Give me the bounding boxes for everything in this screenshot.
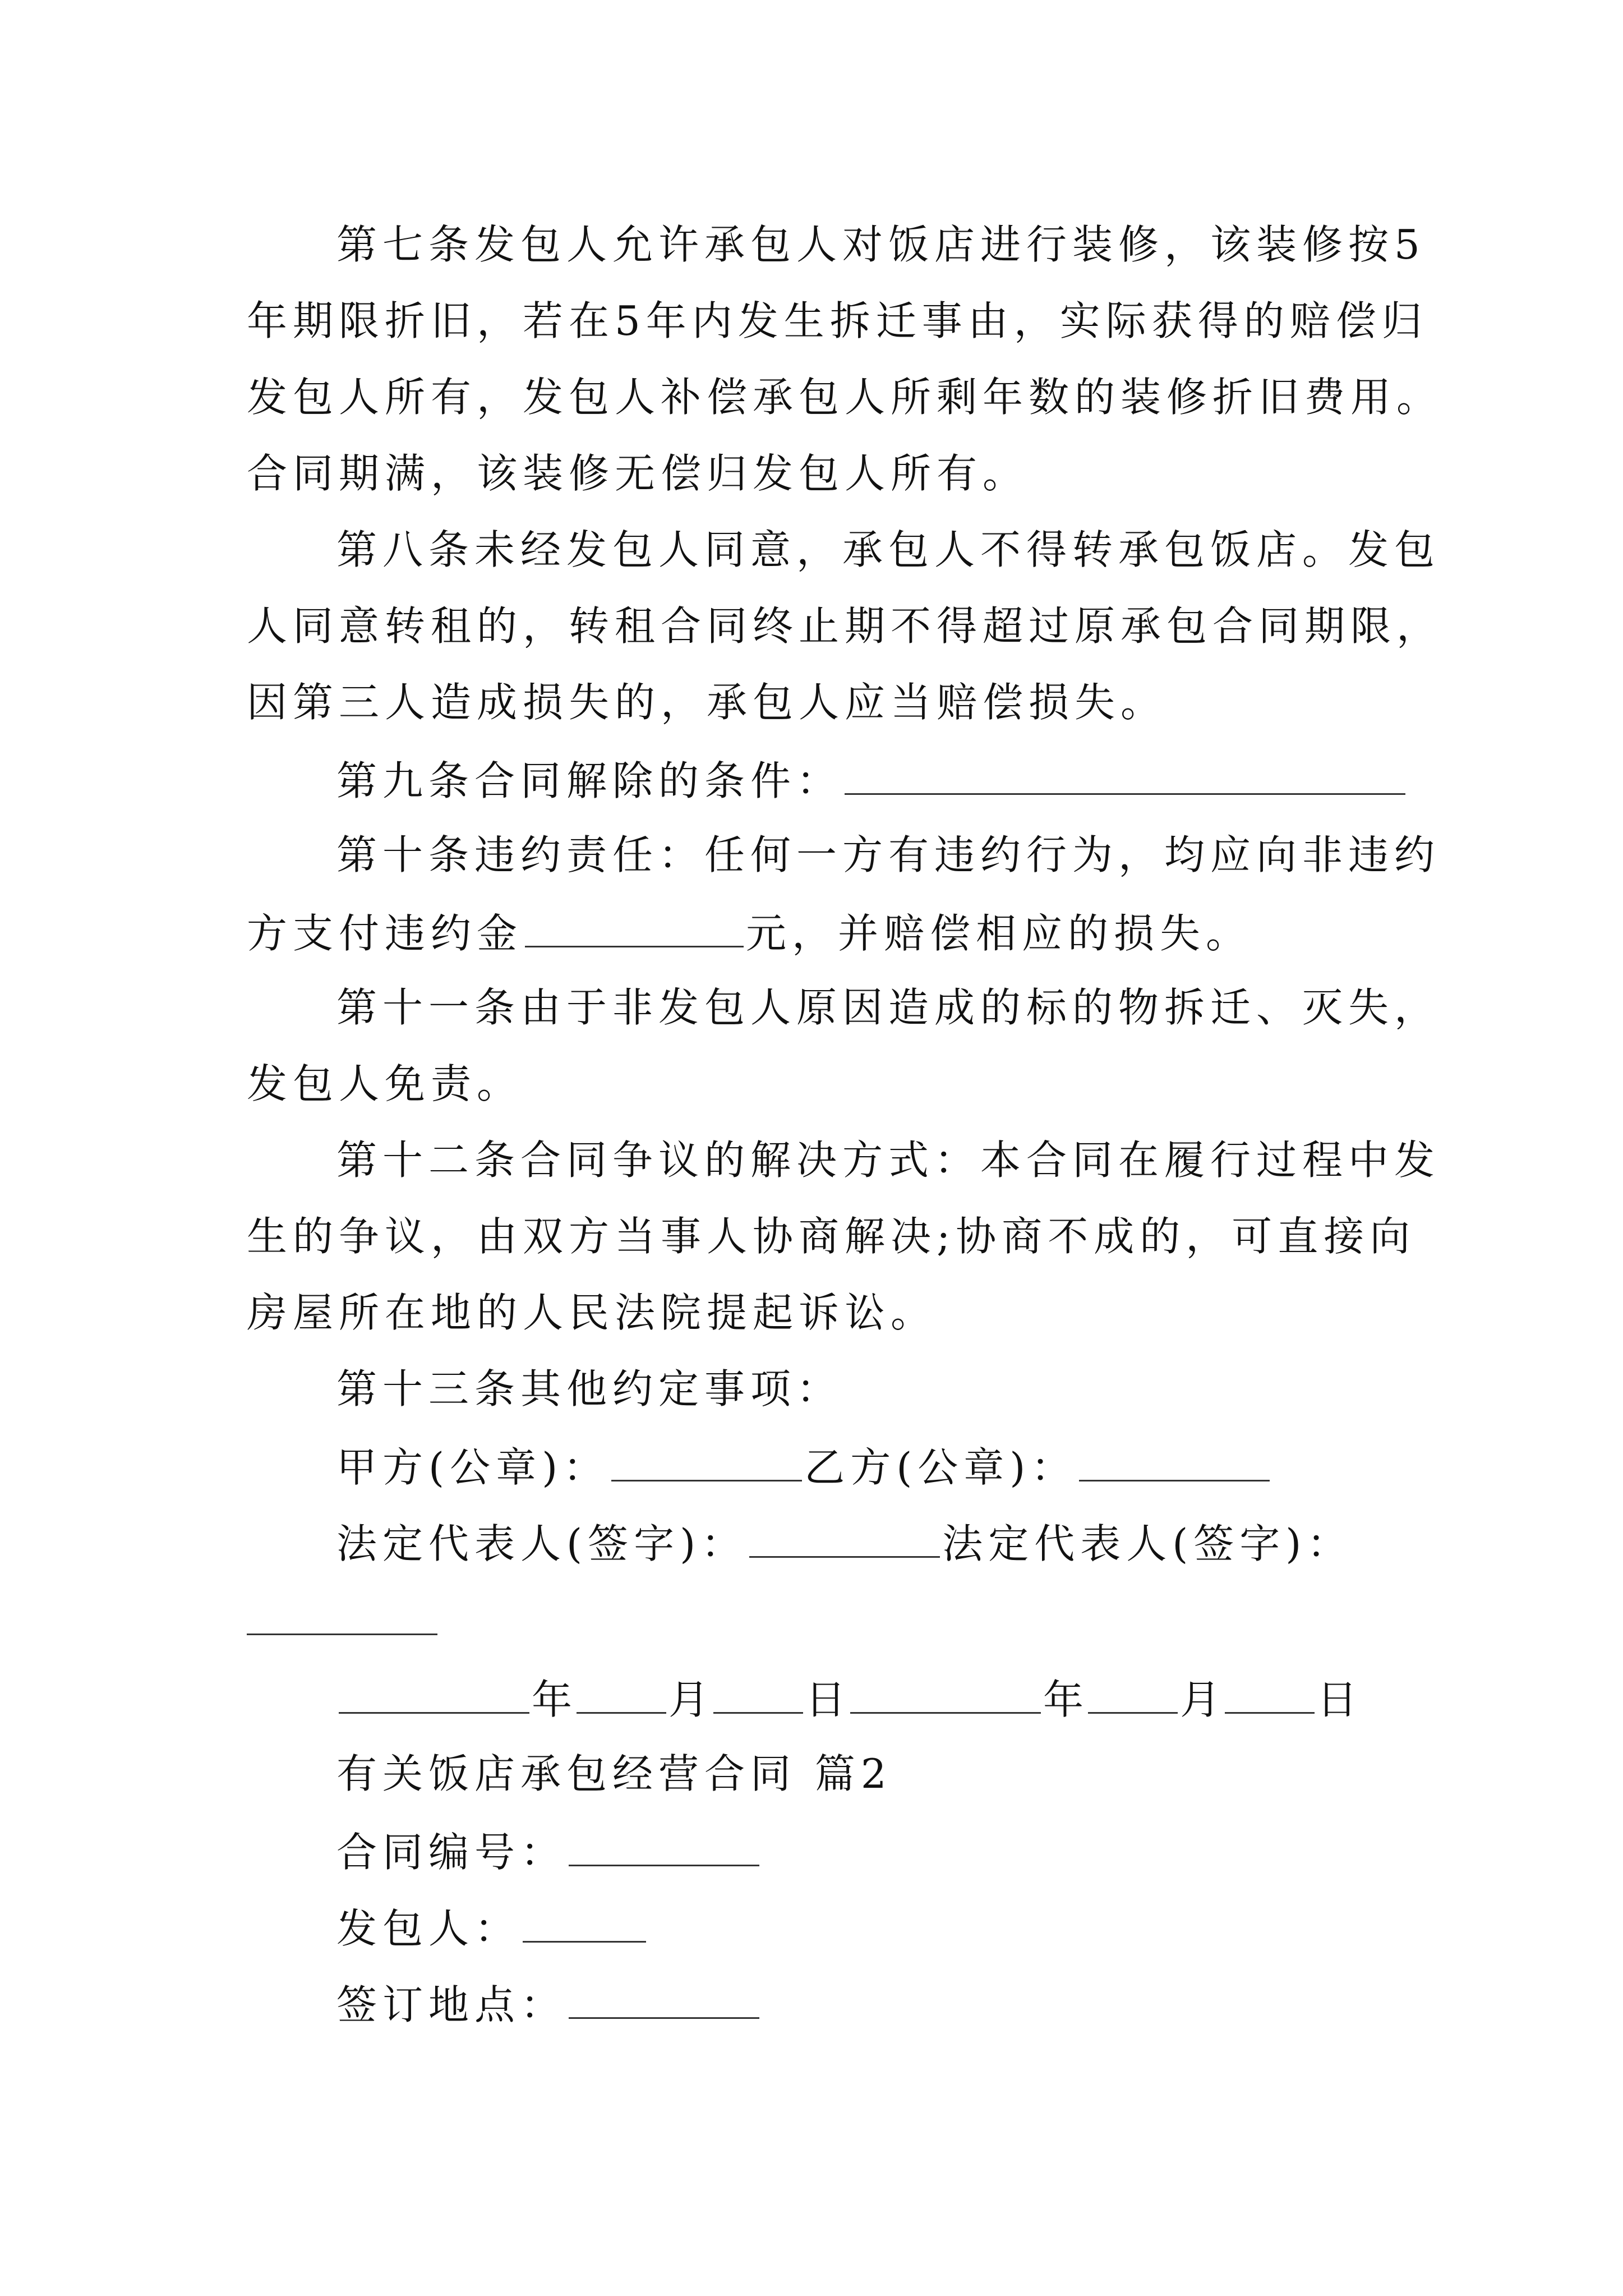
month-label-1: 月: [668, 1676, 712, 1723]
article-10-line-2: [247, 910, 1252, 957]
party-a-year-blank[interactable]: [339, 1677, 529, 1714]
party-b-month-blank[interactable]: [1088, 1677, 1178, 1714]
article-7-line-4: 合同期满，该装修无偿归发包人所有。: [247, 450, 1029, 497]
contract-number-blank[interactable]: [569, 1830, 759, 1866]
party-b-seal-blank[interactable]: [1079, 1445, 1270, 1481]
party-a-month-blank[interactable]: [577, 1677, 666, 1714]
party-b-year-blank[interactable]: [850, 1677, 1041, 1714]
article-7-line-3: 发包人所有，发包人补偿承包人所剩年数的装修折旧费用。: [247, 374, 1443, 421]
article-11-line-2: 发包人免责。: [247, 1060, 523, 1107]
article-7-line-2: 年期限折旧，若在5年内发生拆迁事由，实际获得的赔偿归: [247, 297, 1428, 344]
article-8-line-3: 因第三人造成损失的，承包人应当赔偿损失。: [247, 679, 1167, 726]
party-a-representative-blank[interactable]: [749, 1521, 940, 1558]
party-b-representative-blank[interactable]: [247, 1599, 437, 1635]
party-a-representative-label: 法定代表人(签字)：: [336, 1520, 748, 1567]
contract-number-label: 合同编号：: [336, 1829, 567, 1876]
article-10-line-1: 第十条违约责任：任何一方有违约行为，均应向非违约: [336, 831, 1441, 878]
party-a-seal-label: 甲方(公章)：: [336, 1444, 610, 1491]
article-12-line-1: 第十二条合同争议的解决方式：本合同在履行过程中发: [336, 1137, 1441, 1184]
party-a-seal-blank[interactable]: [611, 1445, 802, 1481]
signing-place-row: [336, 1981, 762, 2028]
year-label-2: 年: [1043, 1676, 1086, 1723]
article-12-line-3: 房屋所在地的人民法院提起诉讼。: [247, 1289, 937, 1336]
article-9-label: 第九条合同解除的条件：: [336, 757, 843, 804]
article-10-penalty-label: 方支付违约金: [247, 910, 523, 957]
article-8-line-2: 人同意转租的，转租合同终止期不得超过原承包合同期限，: [247, 602, 1443, 650]
penalty-amount-blank[interactable]: [525, 911, 744, 947]
article-11-line-1: 第十一条由于非发包人原因造成的标的物拆迁、灭失，: [336, 984, 1441, 1031]
date-line: [336, 1676, 1360, 1723]
seal-line: [336, 1444, 1272, 1491]
contract-number-row: [336, 1829, 762, 1876]
section-2-title: 有关饭店承包经营合同 篇2: [336, 1750, 892, 1797]
article-10-penalty-suffix: 元，并赔偿相应的损失。: [746, 910, 1252, 957]
year-label-1: 年: [532, 1676, 575, 1723]
month-label-2: 月: [1180, 1676, 1223, 1723]
party-b-seal-label: 乙方(公章)：: [804, 1444, 1077, 1491]
representative-line: [336, 1520, 1353, 1567]
signing-place-label: 签订地点：: [336, 1981, 567, 2028]
article-9: [336, 757, 1408, 804]
party-a-day-blank[interactable]: [713, 1677, 803, 1714]
party-b-day-blank[interactable]: [1225, 1677, 1315, 1714]
day-label-1: 日: [805, 1676, 849, 1723]
employer-label: 发包人：: [336, 1905, 521, 1952]
article-7-line-1: 第七条发包人允许承包人对饭店进行装修，该装修按5: [336, 221, 1426, 268]
article-12-line-2: 生的争议，由双方当事人协商解决;协商不成的，可直接向: [247, 1213, 1416, 1260]
party-b-representative-label: 法定代表人(签字)：: [942, 1520, 1353, 1567]
employer-row: [336, 1905, 648, 1952]
article-8-line-1: 第八条未经发包人同意，承包人不得转承包饭店。发包: [336, 526, 1441, 573]
signing-place-blank[interactable]: [569, 1982, 759, 2019]
article-13: 第十三条其他约定事项：: [336, 1365, 843, 1412]
employer-blank[interactable]: [523, 1906, 646, 1943]
day-label-2: 日: [1317, 1676, 1360, 1723]
article-9-blank[interactable]: [845, 758, 1405, 795]
